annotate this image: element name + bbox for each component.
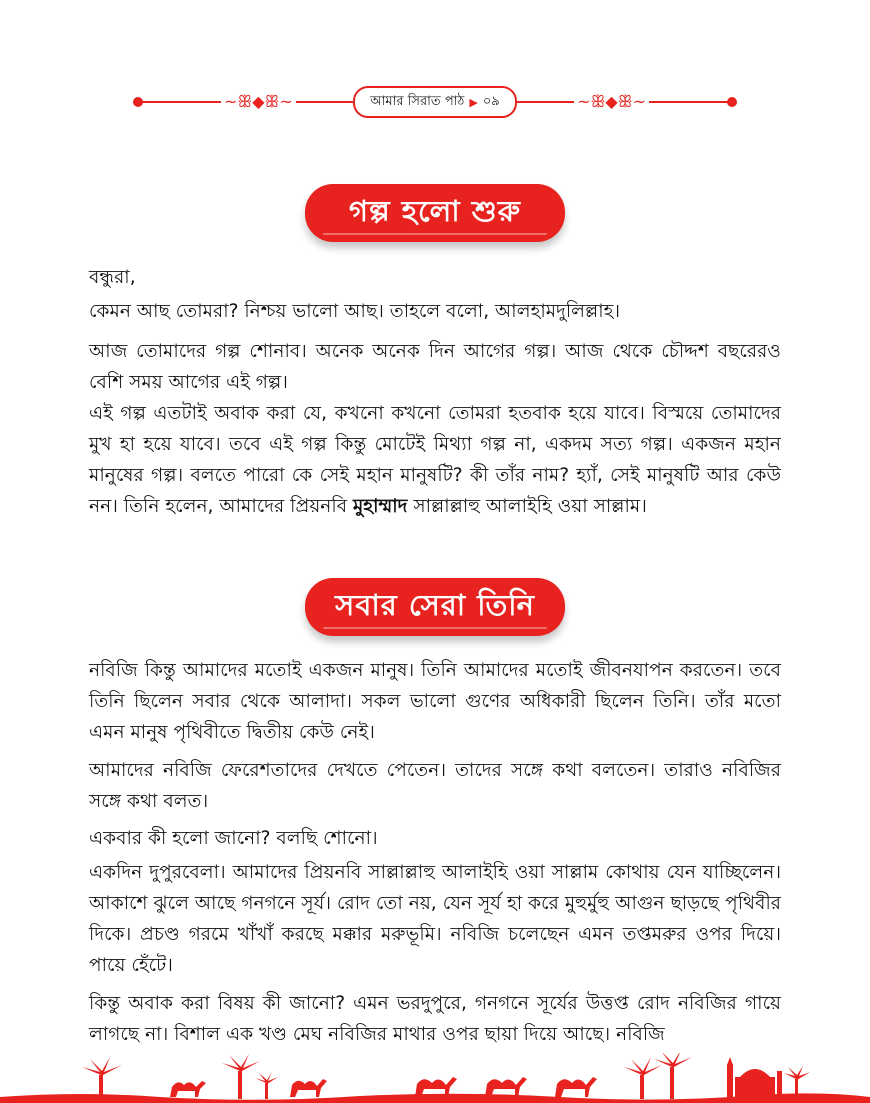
prophet-name-bold: মুহাম্মাদ [352,496,408,517]
ornament-right-icon: ~ꕥ◆ꕥ~ [574,92,649,112]
paragraph-1-4-text: এই গল্প এতটাই অবাক করা যে, কখনো কখনো তোমরা হতবাক হয়ে যাবে। বিস্ময়ে তোমাদের মুখ হা হয়ে যাবে। তবে এই গল্প কিন্তু মোটেই মিথ্যা গল্প না, একদম সত্য গল্প। একজন মহান মানুষের গল্প। বলতে পারো কে সেই মহান মানুষটি? কী তাঁর নাম? হ্যাঁ, সেই মানুষটি আর কেউ নন। তিনি হলেন, আমাদের প্রিয়নবি [89,403,781,517]
book-title: আমার সিরাত পাঠ [370,93,465,109]
paragraph-1-4 [89,398,781,522]
desert-silhouette-icon [0,1053,870,1103]
running-header [135,86,735,118]
header-title-pill [353,86,517,118]
paragraph-1-2: কেমন আছ তোমরা? নিশ্চয় ভালো আছ। তাহলে বলো, আলহামদুলিল্লাহ। [89,301,621,322]
page-number: ০৯ [482,93,500,109]
header-dot-right [727,97,737,107]
paragraph-2-3: একবার কী হলো জানো? বলছি শোনো। [89,828,378,849]
ornament-left-icon: ~ꕥ◆ꕥ~ [221,92,296,112]
paragraph-2-2: আমাদের নবিজি ফেরেশতাদের দেখতে পেতেন। তাদের সঙ্গে কথা বলতেন। তারাও নবিজির সঙ্গে কথা বলত। [89,760,781,812]
section-heading-2 [305,578,565,636]
paragraph-1-1: বন্ধুরা, [89,267,136,288]
header-dot-left [133,97,143,107]
section-heading-2-text: সবার সেরা তিনি [335,587,535,622]
paragraph-2-1: নবিজি কিন্তু আমাদের মতোই একজন মানুষ। তিনি আমাদের মতোই জীবনযাপন করতেন। তবে তিনি ছিলেন সবার থেকে আলাদা। সকল ভালো গুণের অধিকারী ছিলেন তিনি। তাঁর মতো এমন মানুষ পৃথিবীতে দ্বিতীয় কেউ নেই। [89,660,781,743]
paragraph-2-5: কিন্তু অবাক করা বিষয় কী জানো? এমন ভরদুপুরে, গনগনে সূর্যের উত্তপ্ত রোদ নবিজির গায়ে লাগছে না। বিশাল এক খণ্ড মেঘ নবিজির মাথার ওপর ছায়া দিয়ে আছে। নবিজি [89,993,781,1045]
triangle-right-icon: ▶ [469,95,478,109]
paragraph-2-4: একদিন দুপুরবেলা। আমাদের প্রিয়নবি সাল্লাল্লাহু আলাইহি ওয়া সাল্লাম কোথায় যেন যাচ্ছিলেন। আকাশে ঝুলে আছে গনগনে সূর্য। রোদ তো নয়, যেন সূর্য হা করে মুহুর্মুহু আগুন ছাড়ছে পৃথিবীর দিকে। প্রচণ্ড গরমে খাঁখাঁ করছে মক্কার মরুভূমি। নবিজি চলেছেন এমন তপ্তমরুর ওপর দিয়ে। পায়ে হেঁটে। [89,862,781,976]
paragraph-1-4-text-end: সাল্লাল্লাহু আলাইহি ওয়া সাল্লাম। [407,496,647,517]
paragraph-1-3: আজ তোমাদের গল্প শোনাব। অনেক অনেক দিন আগের গল্প। আজ থেকে চৌদ্দশ বছরেরও বেশি সময় আগের এই গল্প। [89,341,781,393]
desert-footer-decoration [0,1053,870,1103]
section-heading-1 [305,184,565,242]
section-heading-1-text: গল্প হলো শুরু [348,193,522,228]
